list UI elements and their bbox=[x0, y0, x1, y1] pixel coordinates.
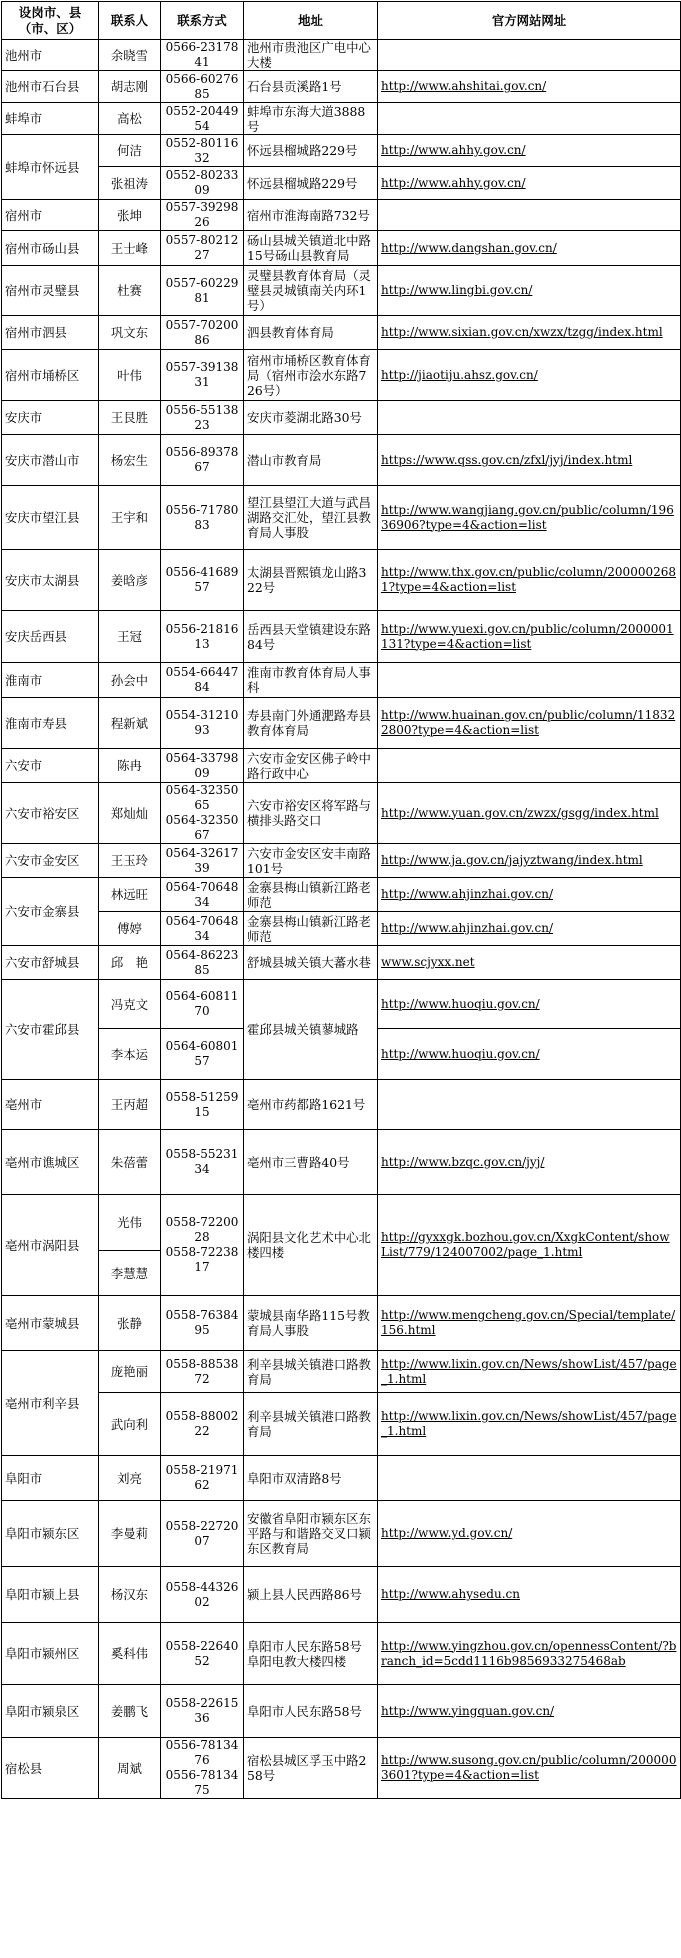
website-link[interactable]: http://www.ahshitai.gov.cn/ bbox=[381, 79, 547, 93]
table-row bbox=[2, 1080, 681, 1130]
address-cell: 泗县教育体育局 bbox=[244, 316, 378, 350]
website-link[interactable]: http://www.ahjinzhai.gov.cn/ bbox=[381, 921, 553, 935]
table-row bbox=[2, 980, 681, 1029]
region-cell: 六安市霍邱县 bbox=[2, 980, 99, 1080]
phone-cell: 0556-5513823 bbox=[161, 401, 244, 435]
website-link[interactable]: http://www.bzqc.gov.cn/jyj/ bbox=[381, 1154, 545, 1169]
contact-cell: 王宇和 bbox=[99, 486, 161, 550]
website-cell bbox=[378, 611, 681, 663]
website-link[interactable]: http://www.huoqiu.gov.cn/ bbox=[381, 996, 540, 1011]
website-link[interactable]: http://www.susong.gov.cn/public/column/2000003601?type=4&action=list bbox=[381, 1753, 677, 1782]
region-cell: 宿州市埇桥区 bbox=[2, 350, 99, 401]
website-cell bbox=[378, 1351, 681, 1393]
table-row bbox=[2, 200, 681, 231]
website-link[interactable]: http://www.wangjiang.gov.cn/public/column/19636906?type=4&action=list bbox=[381, 502, 674, 532]
region-cell: 六安市舒城县 bbox=[2, 946, 99, 980]
table-row bbox=[2, 71, 681, 103]
website-link[interactable]: http://www.ahysedu.cn bbox=[381, 1587, 520, 1601]
region-cell: 宿松县 bbox=[2, 1738, 99, 1799]
region-cell: 蚌埠市 bbox=[2, 103, 99, 135]
region-cell: 六安市金安区 bbox=[2, 844, 99, 878]
table-row bbox=[2, 1501, 681, 1567]
table-row bbox=[2, 1296, 681, 1351]
phone-cell: 0556-4168957 bbox=[161, 550, 244, 611]
phone-cell: 0557-8021227 bbox=[161, 231, 244, 266]
website-link[interactable]: http://www.ahhy.gov.cn/ bbox=[381, 143, 526, 157]
phone-cell: 0564-6081170 bbox=[161, 980, 244, 1029]
contact-cell: 张静 bbox=[99, 1296, 161, 1351]
header-region: 设岗市、县 （市、区） bbox=[2, 2, 99, 40]
region-cell: 安庆市望江县 bbox=[2, 486, 99, 550]
table-row bbox=[2, 316, 681, 350]
phone-cell: 0564-8622385 bbox=[161, 946, 244, 980]
header-website: 官方网站网址 bbox=[378, 2, 681, 40]
region-cell: 阜阳市 bbox=[2, 1456, 99, 1501]
website-cell bbox=[378, 1567, 681, 1623]
website-cell bbox=[378, 350, 681, 401]
website-cell bbox=[378, 912, 681, 946]
address-cell: 淮南市教育体育局人事科 bbox=[244, 663, 378, 698]
address-cell: 石台县贡溪路1号 bbox=[244, 71, 378, 103]
address-cell: 寿县南门外通淝路寿县教育体育局 bbox=[244, 698, 378, 749]
address-cell: 望江县望江大道与武昌湖路交汇处，望江县教育局人事股 bbox=[244, 486, 378, 550]
website-link[interactable]: http://www.ahhy.gov.cn/ bbox=[381, 175, 526, 190]
region-cell: 六安市金寨县 bbox=[2, 878, 99, 946]
phone-cell: 0564-7064834 bbox=[161, 912, 244, 946]
website-link[interactable]: http://www.dangshan.gov.cn/ bbox=[381, 240, 557, 255]
website-link[interactable]: http://www.lixin.gov.cn/News/showList/457/page_1.html bbox=[381, 1356, 677, 1386]
region-cell: 亳州市谯城区 bbox=[2, 1130, 99, 1195]
table-row bbox=[2, 135, 681, 167]
website-cell bbox=[378, 1623, 681, 1685]
phone-cell: 0566-6027685 bbox=[161, 71, 244, 103]
phone-cell: 0558-7220028 0558-7223817 bbox=[161, 1195, 244, 1296]
website-link[interactable]: http://www.huainan.gov.cn/public/column/118322800?type=4&action=list bbox=[381, 708, 676, 737]
region-cell: 亳州市蒙城县 bbox=[2, 1296, 99, 1351]
table-row bbox=[2, 912, 681, 946]
website-link[interactable]: http://www.huoqiu.gov.cn/ bbox=[381, 1046, 540, 1061]
region-cell: 安庆市太湖县 bbox=[2, 550, 99, 611]
contact-cell: 郑灿灿 bbox=[99, 783, 161, 844]
phone-cell: 0556-8937867 bbox=[161, 435, 244, 486]
website-cell bbox=[378, 231, 681, 266]
region-cell: 池州市 bbox=[2, 40, 99, 71]
website-cell bbox=[378, 40, 681, 71]
address-cell: 蒙城县南华路115号教育局人事股 bbox=[244, 1296, 378, 1351]
contact-cell: 庞艳丽 bbox=[99, 1351, 161, 1393]
address-cell: 利辛县城关镇港口路教育局 bbox=[244, 1351, 378, 1393]
phone-cell: 0564-6080157 bbox=[161, 1029, 244, 1080]
region-cell: 宿州市灵璧县 bbox=[2, 266, 99, 316]
contact-cell: 冯克文 bbox=[99, 980, 161, 1029]
website-cell bbox=[378, 550, 681, 611]
website-link[interactable]: http://gyxxgk.bozhou.gov.cn/XxgkContent/showList/779/124007002/page_1.html bbox=[381, 1230, 670, 1259]
region-cell: 池州市石台县 bbox=[2, 71, 99, 103]
website-cell bbox=[378, 844, 681, 878]
contact-cell: 光伟 bbox=[99, 1195, 161, 1251]
region-cell: 阜阳市颍上县 bbox=[2, 1567, 99, 1623]
region-cell: 六安市 bbox=[2, 749, 99, 783]
contact-cell: 叶伟 bbox=[99, 350, 161, 401]
contact-cell: 林远旺 bbox=[99, 878, 161, 912]
contact-cell: 王士峰 bbox=[99, 231, 161, 266]
header-contact: 联系人 bbox=[99, 2, 161, 40]
table-row bbox=[2, 231, 681, 266]
contact-cell: 刘亮 bbox=[99, 1456, 161, 1501]
contact-cell: 王冠 bbox=[99, 611, 161, 663]
region-cell: 亳州市涡阳县 bbox=[2, 1195, 99, 1296]
address-cell: 宿松县城区孚玉中路258号 bbox=[244, 1738, 378, 1799]
website-cell bbox=[378, 1296, 681, 1351]
website-link[interactable]: http://www.mengcheng.gov.cn/Special/template/156.html bbox=[381, 1308, 676, 1337]
website-link[interactable]: http://www.sixian.gov.cn/xwzx/tzgg/index.html bbox=[381, 325, 663, 339]
website-cell bbox=[378, 1501, 681, 1567]
website-cell bbox=[378, 878, 681, 912]
website-cell bbox=[378, 663, 681, 698]
phone-cell: 0557-3913831 bbox=[161, 350, 244, 401]
address-cell: 蚌埠市东海大道3888号 bbox=[244, 103, 378, 135]
contact-cell: 高松 bbox=[99, 103, 161, 135]
website-cell bbox=[378, 749, 681, 783]
address-cell: 阜阳市人民东路58号 bbox=[244, 1685, 378, 1738]
phone-cell: 0556-2181613 bbox=[161, 611, 244, 663]
website-link[interactable]: http://www.yuexi.gov.cn/public/column/2000001131?type=4&action=list bbox=[381, 621, 674, 651]
website-cell bbox=[378, 1080, 681, 1130]
table-row bbox=[2, 698, 681, 749]
contact-cell: 奚科伟 bbox=[99, 1623, 161, 1685]
website-cell bbox=[378, 783, 681, 844]
region-cell: 六安市裕安区 bbox=[2, 783, 99, 844]
phone-cell: 0552-8011632 bbox=[161, 135, 244, 167]
address-cell: 怀远县榴城路229号 bbox=[244, 135, 378, 167]
table-row bbox=[2, 266, 681, 316]
phone-cell: 0558-2197162 bbox=[161, 1456, 244, 1501]
region-cell: 安庆市 bbox=[2, 401, 99, 435]
contact-cell: 姜鹏飞 bbox=[99, 1685, 161, 1738]
address-cell: 安庆市菱湖北路30号 bbox=[244, 401, 378, 435]
website-cell bbox=[378, 167, 681, 200]
website-link[interactable]: http://www.yuan.gov.cn/zwzx/gsgg/index.html bbox=[381, 805, 659, 820]
region-cell: 淮南市 bbox=[2, 663, 99, 698]
region-cell: 宿州市砀山县 bbox=[2, 231, 99, 266]
phone-cell: 0554-3121093 bbox=[161, 698, 244, 749]
contact-cell: 周斌 bbox=[99, 1738, 161, 1799]
table-row bbox=[2, 611, 681, 663]
table-row bbox=[2, 550, 681, 611]
contact-cell: 张祖涛 bbox=[99, 167, 161, 200]
website-cell bbox=[378, 486, 681, 550]
table-row bbox=[2, 1393, 681, 1456]
region-cell: 安庆市潜山市 bbox=[2, 435, 99, 486]
website-link[interactable]: http://www.ja.gov.cn/jajyztwang/index.html bbox=[381, 853, 643, 867]
table-row bbox=[2, 1130, 681, 1195]
contact-cell: 何洁 bbox=[99, 135, 161, 167]
address-cell: 潜山市教育局 bbox=[244, 435, 378, 486]
website-link[interactable]: http://www.thx.gov.cn/public/column/2000002681?type=4&action=list bbox=[381, 565, 676, 594]
website-cell bbox=[378, 946, 681, 980]
address-cell: 怀远县榴城路229号 bbox=[244, 167, 378, 200]
phone-cell: 0554-6644784 bbox=[161, 663, 244, 698]
website-cell bbox=[378, 980, 681, 1029]
contact-cell: 王玉玲 bbox=[99, 844, 161, 878]
contact-cell: 李本运 bbox=[99, 1029, 161, 1080]
phone-cell: 0558-2264052 bbox=[161, 1623, 244, 1685]
address-cell: 安徽省阜阳市颍东区东平路与和谐路交叉口颍东区教育局 bbox=[244, 1501, 378, 1567]
website-cell bbox=[378, 316, 681, 350]
website-cell bbox=[378, 103, 681, 135]
address-cell: 阜阳市人民东路58号阜阳电教大楼四楼 bbox=[244, 1623, 378, 1685]
address-cell: 霍邱县城关镇蓼城路 bbox=[244, 980, 378, 1080]
website-cell bbox=[378, 1456, 681, 1501]
phone-cell: 0558-5125915 bbox=[161, 1080, 244, 1130]
contact-cell: 傅婷 bbox=[99, 912, 161, 946]
table-row bbox=[2, 1351, 681, 1393]
region-cell: 阜阳市颍东区 bbox=[2, 1501, 99, 1567]
website-link[interactable]: http://www.lixin.gov.cn/News/showList/457/page_1.html bbox=[381, 1409, 677, 1438]
table-row bbox=[2, 844, 681, 878]
phone-cell: 0558-8853872 bbox=[161, 1351, 244, 1393]
website-cell bbox=[378, 135, 681, 167]
table-row bbox=[2, 1738, 681, 1799]
table-row bbox=[2, 167, 681, 200]
website-cell bbox=[378, 1685, 681, 1738]
phone-cell: 0552-2044954 bbox=[161, 103, 244, 135]
address-cell: 亳州市药都路1621号 bbox=[244, 1080, 378, 1130]
contact-cell: 武向利 bbox=[99, 1393, 161, 1456]
contact-cell: 杜赛 bbox=[99, 266, 161, 316]
contact-cell: 李曼莉 bbox=[99, 1501, 161, 1567]
contact-cell: 李慧慧 bbox=[99, 1251, 161, 1296]
phone-cell: 0557-6022981 bbox=[161, 266, 244, 316]
address-cell: 舒城县城关镇大蕃水巷 bbox=[244, 946, 378, 980]
address-cell: 六安市金安区安丰南路101号 bbox=[244, 844, 378, 878]
website-cell bbox=[378, 1738, 681, 1799]
phone-cell: 0558-2261536 bbox=[161, 1685, 244, 1738]
table-row bbox=[2, 1567, 681, 1623]
phone-cell: 0557-3929826 bbox=[161, 200, 244, 231]
contact-cell: 朱蓓蕾 bbox=[99, 1130, 161, 1195]
contact-cell: 杨宏生 bbox=[99, 435, 161, 486]
region-cell: 亳州市利辛县 bbox=[2, 1351, 99, 1456]
website-cell bbox=[378, 1029, 681, 1080]
address-cell: 阜阳市双清路8号 bbox=[244, 1456, 378, 1501]
phone-cell: 0558-8800222 bbox=[161, 1393, 244, 1456]
region-cell: 淮南市寿县 bbox=[2, 698, 99, 749]
website-cell bbox=[378, 200, 681, 231]
contact-cell: 张坤 bbox=[99, 200, 161, 231]
region-cell: 阜阳市颍泉区 bbox=[2, 1685, 99, 1738]
website-link[interactable]: http://www.yd.gov.cn/ bbox=[381, 1526, 513, 1540]
phone-cell: 0557-7020086 bbox=[161, 316, 244, 350]
region-cell: 亳州市 bbox=[2, 1080, 99, 1130]
address-cell: 太湖县晋熙镇龙山路322号 bbox=[244, 550, 378, 611]
contact-cell: 陈冉 bbox=[99, 749, 161, 783]
contact-cell: 邱 艳 bbox=[99, 946, 161, 980]
phone-cell: 0564-3261739 bbox=[161, 844, 244, 878]
address-cell: 颍上县人民西路86号 bbox=[244, 1567, 378, 1623]
address-cell: 利辛县城关镇港口路教育局 bbox=[244, 1393, 378, 1456]
phone-cell: 0558-5523134 bbox=[161, 1130, 244, 1195]
contact-cell: 孙会中 bbox=[99, 663, 161, 698]
website-cell bbox=[378, 401, 681, 435]
region-cell: 宿州市泗县 bbox=[2, 316, 99, 350]
table-row bbox=[2, 401, 681, 435]
table-row bbox=[2, 1623, 681, 1685]
table-row bbox=[2, 435, 681, 486]
region-cell: 阜阳市颍州区 bbox=[2, 1623, 99, 1685]
table-row bbox=[2, 1195, 681, 1251]
contact-cell: 巩文东 bbox=[99, 316, 161, 350]
contact-table bbox=[1, 1, 681, 1799]
address-cell: 亳州市三曹路40号 bbox=[244, 1130, 378, 1195]
website-cell bbox=[378, 71, 681, 103]
region-cell: 安庆岳西县 bbox=[2, 611, 99, 663]
website-cell bbox=[378, 698, 681, 749]
website-cell bbox=[378, 1195, 681, 1296]
website-link[interactable]: www.scjyxx.net bbox=[381, 955, 475, 969]
phone-cell: 0558-7638495 bbox=[161, 1296, 244, 1351]
header-address: 地址 bbox=[244, 2, 378, 40]
phone-cell: 0564-3379809 bbox=[161, 749, 244, 783]
contact-cell: 姜晗彦 bbox=[99, 550, 161, 611]
address-cell: 灵璧县教育体育局（灵璧县灵城镇南关内环1号） bbox=[244, 266, 378, 316]
phone-cell: 0564-3235065 0564-3235067 bbox=[161, 783, 244, 844]
contact-cell: 余晓雪 bbox=[99, 40, 161, 71]
address-cell: 六安市裕安区将军路与横排头路交口 bbox=[244, 783, 378, 844]
website-link[interactable]: http://www.yingquan.gov.cn/ bbox=[381, 1703, 555, 1718]
phone-cell: 0558-2272007 bbox=[161, 1501, 244, 1567]
address-cell: 池州市贵池区广电中心大楼 bbox=[244, 40, 378, 71]
website-link[interactable]: http://jiaotiju.ahsz.gov.cn/ bbox=[381, 367, 538, 382]
header-row bbox=[2, 2, 681, 40]
website-link[interactable]: http://www.lingbi.gov.cn/ bbox=[381, 283, 533, 297]
address-cell: 金寨县梅山镇新江路老师范 bbox=[244, 878, 378, 912]
website-link[interactable]: http://www.ahjinzhai.gov.cn/ bbox=[381, 887, 553, 901]
website-cell bbox=[378, 435, 681, 486]
address-cell: 六安市金安区佛子岭中路行政中心 bbox=[244, 749, 378, 783]
phone-cell: 0556-7813476 0556-7813475 bbox=[161, 1738, 244, 1799]
address-cell: 宿州市埇桥区教育体育局（宿州市浍水东路726号） bbox=[244, 350, 378, 401]
phone-cell: 0558-4432602 bbox=[161, 1567, 244, 1623]
table-row bbox=[2, 103, 681, 135]
address-cell: 砀山县城关镇道北中路15号砀山县教育局 bbox=[244, 231, 378, 266]
table-row bbox=[2, 783, 681, 844]
phone-cell: 0566-2317841 bbox=[161, 40, 244, 71]
contact-cell: 程新斌 bbox=[99, 698, 161, 749]
address-cell: 宿州市淮海南路732号 bbox=[244, 200, 378, 231]
address-cell: 金寨县梅山镇新江路老师范 bbox=[244, 912, 378, 946]
website-cell bbox=[378, 266, 681, 316]
contact-cell: 王艮胜 bbox=[99, 401, 161, 435]
website-cell bbox=[378, 1393, 681, 1456]
contact-cell: 胡志刚 bbox=[99, 71, 161, 103]
region-cell: 蚌埠市怀远县 bbox=[2, 135, 99, 200]
table-row bbox=[2, 350, 681, 401]
website-link[interactable]: http://www.yingzhou.gov.cn/opennessContent/?branch_id=5cdd1116b9856933275468ab bbox=[381, 1638, 677, 1668]
region-cell: 宿州市 bbox=[2, 200, 99, 231]
phone-cell: 0564-7064834 bbox=[161, 878, 244, 912]
phone-cell: 0556-7178083 bbox=[161, 486, 244, 550]
table-row bbox=[2, 1456, 681, 1501]
website-cell bbox=[378, 1130, 681, 1195]
header-phone: 联系方式 bbox=[161, 2, 244, 40]
website-link[interactable]: https://www.qss.gov.cn/zfxl/jyj/index.html bbox=[381, 452, 633, 467]
table-row bbox=[2, 663, 681, 698]
table-row bbox=[2, 946, 681, 980]
table-row bbox=[2, 749, 681, 783]
table-row bbox=[2, 486, 681, 550]
phone-cell: 0552-8023309 bbox=[161, 167, 244, 200]
table-row bbox=[2, 40, 681, 71]
address-cell: 岳西县天堂镇建设东路84号 bbox=[244, 611, 378, 663]
address-cell: 涡阳县文化艺术中心北楼四楼 bbox=[244, 1195, 378, 1296]
contact-cell: 王丙超 bbox=[99, 1080, 161, 1130]
contact-cell: 杨汉东 bbox=[99, 1567, 161, 1623]
table-row bbox=[2, 878, 681, 912]
table-row bbox=[2, 1685, 681, 1738]
